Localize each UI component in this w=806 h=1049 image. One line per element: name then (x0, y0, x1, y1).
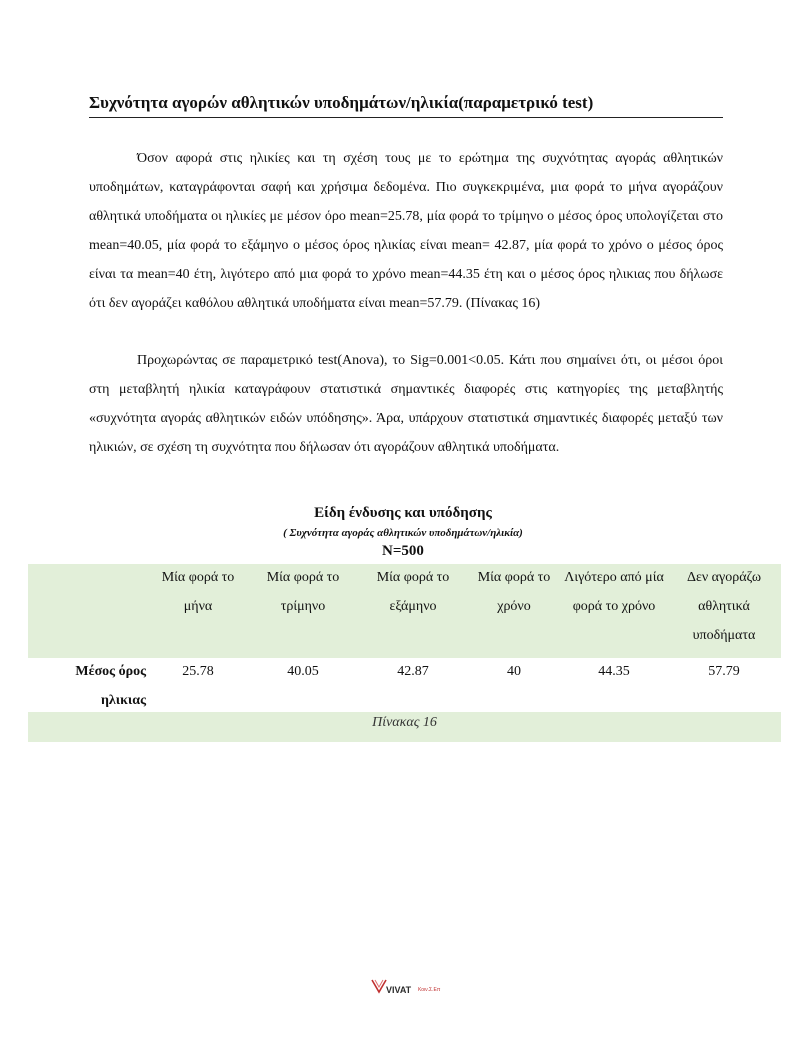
table-sample-size: N=500 (382, 543, 424, 559)
column-header-monthly: Μία φορά το μήνα (161, 570, 235, 614)
column-header-less-than-yearly: Λιγότερο από μία φορά το χρόνο (564, 570, 664, 614)
column-header-quarterly: Μία φορά το τρίμηνο (266, 570, 340, 614)
logo-subtext: Κοιν.Σ.Επ (418, 987, 441, 993)
paragraph-1: Όσον αφορά στις ηλικίες και τη σχέση τους με το ερώτημα της συχνότητας αγοράς αθλητικών υποδημάτων, καταγράφονται σαφή και χρήσιμα δεδομένα. Πιο συγκεκριμένα, μια φορά το μήνα αγοράζουν αθλητικά υποδήματα οι ηλικίες με μέσον όρο mean=25.78, μία φορά το τρίμηνο ο μέσος όρος υπολογίζεται στο mean=40.05, μία φορά το εξάμηνο ο μέσος όρος ηλικίας είναι mean= 42.87, μία φορά το χρόνο ο μέσος όρος είναι τα mean=40 έτη, λιγότερο από μια φορά το χρόνο mean=44.35 έτη και ο μέσος όρος ηλικιας που δήλωσε ότι δεν αγοράζει καθόλου αθλητικά υποδήματα είναι mean=57.79. (Πίνακας 16) (89, 151, 723, 311)
row-label-mean-age: Μέσος όρος ηλικιας (75, 664, 146, 708)
section-heading: Συχνότητα αγορών αθλητικών υποδημάτων/ηλικία(παραμετρικό test) (89, 92, 723, 118)
table-title: Είδη ένδυσης και υπόδησης (314, 505, 492, 521)
column-header-yearly: Μία φορά το χρόνο (477, 570, 551, 614)
table-subtitle: ( Συχνότητα αγοράς αθλητικών υποδημάτων/ηλικία) (283, 527, 523, 539)
cell-value-quarterly: 40.05 (287, 664, 319, 679)
cell-value-less-than-yearly: 44.35 (598, 664, 630, 679)
cell-value-yearly: 40 (507, 664, 521, 679)
table-caption: Πίνακας 16 (372, 715, 437, 730)
cell-value-monthly: 25.78 (182, 664, 214, 679)
logo-text: VIVAT (386, 985, 412, 995)
cell-value-semiannual: 42.87 (397, 664, 429, 679)
cell-value-never: 57.79 (708, 664, 740, 679)
footer-logo (370, 975, 450, 1003)
paragraph-2: Προχωρώντας σε παραμετρικό test(Anova), το Sig=0.001<0.05. Κάτι που σημαίνει ότι, οι μέσοι όροι στη μεταβλητή ηλικία καταγράφουν στατιστικά σημαντικές διαφορές στις κατηγορίες της μεταβλητής «συχνότητα αγοράς αθλητικών ειδών υπόδησης». Άρα, υπάρχουν στατιστικά σημαντικές διαφορές μεταξύ των ηλικιών, σε σχέση τη συχνότητα που δήλωσαν ότι αγοράζουν αθλητικά υποδήματα. (89, 353, 723, 455)
column-header-never: Δεν αγοράζω αθλητικά υποδήματα (686, 570, 762, 643)
column-header-semiannual: Μία φορά το εξάμηνο (376, 570, 450, 614)
